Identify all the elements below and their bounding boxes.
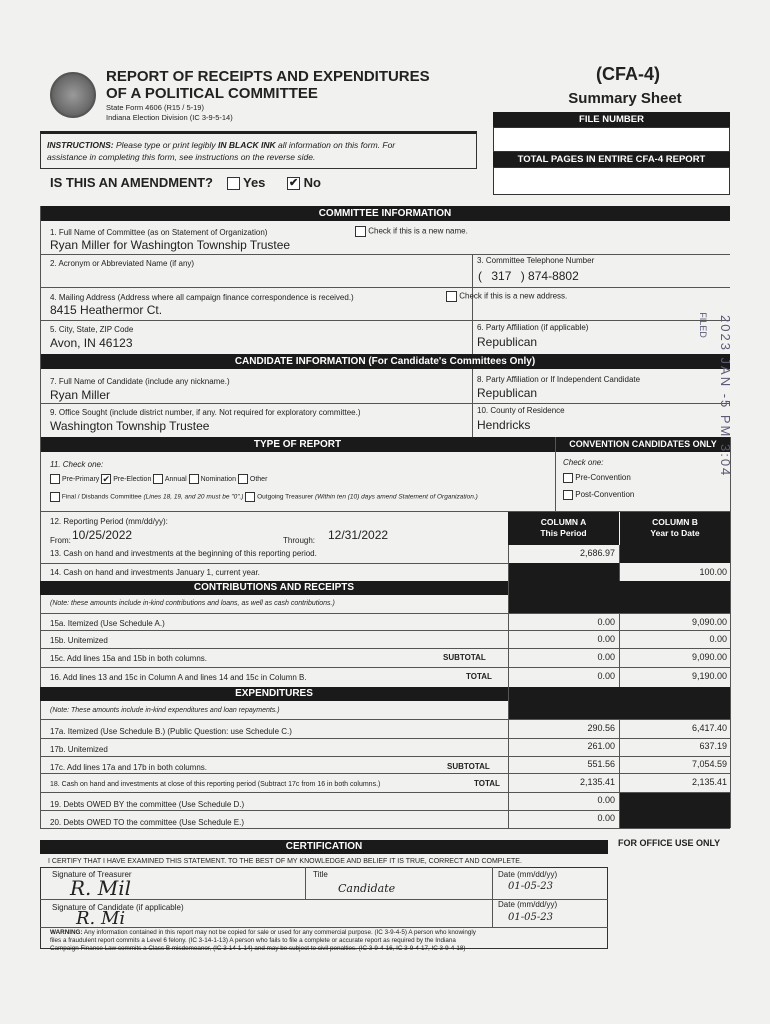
committee-name-value: Ryan Miller for Washington Township Trustee [50, 238, 291, 252]
annual-checkbox[interactable] [153, 474, 163, 484]
type-of-report-header: TYPE OF REPORT [40, 437, 555, 452]
line-15c-col-b: 9,090.00 [691, 652, 727, 662]
line-17c-col-b: 7,054.59 [691, 759, 727, 769]
expenditures-note: (Note: These amounts include in-kind expenditures and loan repayments.) [50, 707, 280, 714]
pre-convention-label: Pre-Convention [575, 473, 631, 483]
line-14-label: 14. Cash on hand and investments January 1, current year. [50, 568, 260, 577]
division-label: Indiana Election Division (IC 3-9-5-14) [106, 113, 233, 122]
title-label: Title [313, 870, 328, 879]
phone-label: 3. Committee Telephone Number [477, 256, 595, 265]
line-17c-col-a: 551.56 [587, 759, 615, 769]
certification-header: CERTIFICATION [40, 840, 608, 854]
office-value: Washington Township Trustee [50, 419, 210, 433]
convention-check-one: Check one: [563, 458, 604, 467]
line-14-col-b: 100.00 [699, 567, 727, 577]
address-value: 8415 Heathermor Ct. [50, 303, 163, 317]
candidate-signature: R. Mi [76, 908, 126, 929]
treasurer-signature: R. Mil [70, 876, 132, 900]
contributions-note: (Note: these amounts include in-kind contributions and loans, as well as cash contributions.) [50, 600, 335, 607]
warning-text: WARNING: Any information contained in this report may not be copied for sale or used for any commercial purpose. (IC 3-9-4-5) A person who knowingly files a fraudulent report commits a Level 6 felony. (IC 3-14-1-13) A person who fails to file a complete or accurate report as required by the Indiana Campaign Finance Law commits a Class B misdemeanor, (IC 3-14-1-14) and may be subject to civil penalties. (IC 3-9-4-16, IC 3-9-4-17, IC 3-9-4-18) [50, 929, 476, 952]
candidate-party-label: 8. Party Affiliation or If Independent Candidate [477, 375, 641, 384]
instructions: INSTRUCTIONS: Please type or print legibly IN BLACK INK all information on this form. For assistance in completing this form, see instructions on the reverse side. [40, 131, 477, 169]
line-18-col-a: 2,135.41 [579, 777, 615, 787]
line-19-label: 19. Debts OWED BY the committee (Use Schedule D.) [50, 800, 245, 809]
candidate-section-header: CANDIDATE INFORMATION (For Candidate's Committees Only) [40, 354, 730, 369]
from-value: 10/25/2022 [72, 528, 133, 542]
amendment-no-checkbox[interactable]: ✔ [288, 177, 299, 190]
subtotal-label: SUBTOTAL [443, 653, 486, 662]
other-checkbox[interactable] [238, 474, 248, 484]
county-label: 10. County of Residence [477, 406, 565, 415]
sheet-name: Summary Sheet [568, 90, 682, 107]
line-17a-col-a: 290.56 [587, 723, 615, 733]
post-convention-label: Post-Convention [575, 490, 635, 500]
outgoing-treasurer-checkbox[interactable] [245, 492, 255, 502]
form-code: (CFA-4) [596, 64, 660, 84]
through-value: 12/31/2022 [328, 528, 389, 542]
expenditures-header: EXPENDITURES [40, 687, 508, 701]
through-label: Through: [283, 536, 316, 545]
filed-stamp-label: FILED [697, 312, 708, 338]
line-18-label: 18. Cash on hand and investments at close of this reporting period (Subtract 17c from 16 in both columns.) [50, 781, 381, 788]
file-number-field[interactable] [493, 127, 730, 152]
line-15a-col-a: 0.00 [597, 617, 615, 627]
treasurer-signature-label: Signature of Treasurer [52, 870, 132, 879]
file-number-label: FILE NUMBER [493, 112, 730, 127]
new-name-checkbox[interactable] [355, 226, 366, 237]
new-address-checkbox[interactable] [446, 291, 457, 302]
column-b-header: COLUMN B Year to Date [620, 512, 730, 545]
line-18-col-b: 2,135.41 [691, 777, 727, 787]
line-15a-label: 15a. Itemized (Use Schedule A.) [50, 619, 165, 628]
date-label-1: Date (mm/dd/yy) [498, 870, 558, 879]
committee-section-header: COMMITTEE INFORMATION [40, 206, 730, 221]
line-16-col-b: 9,190.00 [691, 671, 727, 681]
from-label: From: [50, 536, 71, 545]
line-20-col-a: 0.00 [597, 813, 615, 823]
pre-primary-checkbox[interactable] [50, 474, 60, 484]
line-17b-col-b: 637.19 [699, 741, 727, 751]
pre-convention-checkbox[interactable] [563, 473, 573, 483]
check-one-label: 11. Check one: [50, 460, 104, 469]
line-17b-label: 17b. Unitemized [50, 745, 108, 754]
contributions-header: CONTRIBUTIONS AND RECEIPTS [40, 581, 508, 595]
address-label: 4. Mailing Address (Address where all campaign finance correspondence is received.) [50, 293, 354, 302]
acronym-label: 2. Acronym or Abbreviated Name (if any) [50, 259, 195, 268]
total-pages-field[interactable] [493, 167, 730, 195]
nomination-checkbox[interactable] [189, 474, 199, 484]
line-15a-col-b: 9,090.00 [691, 617, 727, 627]
office-label: 9. Office Sought (include district number, if any. Not required for exploratory committee.) [50, 408, 361, 417]
total-label-2: TOTAL [474, 779, 500, 788]
candidate-party-value: Republican [477, 386, 538, 400]
period-label: 12. Reporting Period (mm/dd/yy): [50, 517, 168, 526]
date-value-2: 01-05-23 [508, 912, 553, 923]
new-address-label: Check if this is a new address. [459, 291, 568, 301]
state-seal-logo [50, 72, 96, 118]
post-convention-checkbox[interactable] [563, 490, 573, 500]
amendment-yes-checkbox[interactable] [227, 177, 240, 190]
line-15c-label: 15c. Add lines 15a and 15b in both columns. [50, 654, 207, 663]
line-17a-label: 17a. Itemized (Use Schedule B.) (Public Question: use Schedule C.) [50, 727, 292, 736]
line-16-label: 16. Add lines 13 and 15c in Column A and lines 14 and 15c in Column B. [50, 673, 307, 682]
line-13-col-a: 2,686.97 [579, 548, 615, 558]
line-15b-label: 15b. Unitemized [50, 636, 108, 645]
party-value: Republican [477, 335, 538, 349]
line-16-col-a: 0.00 [597, 671, 615, 681]
form-title: REPORT OF RECEIPTS AND EXPENDITURES OF A POLITICAL COMMITTEE [106, 68, 430, 102]
new-name-label: Check if this is a new name. [368, 226, 468, 236]
line-20-label: 20. Debts OWED TO the committee (Use Schedule E.) [50, 818, 244, 827]
candidate-name-label: 7. Full Name of Candidate (include any nickname.) [50, 377, 230, 386]
county-value: Hendricks [477, 418, 531, 432]
line-15c-col-a: 0.00 [597, 652, 615, 662]
line-17a-col-b: 6,417.40 [691, 723, 727, 733]
column-a-header: COLUMN A This Period [508, 512, 619, 545]
office-use-label: FOR OFFICE USE ONLY [618, 838, 721, 848]
total-label: TOTAL [466, 672, 492, 681]
city-label: 5. City, State, ZIP Code [50, 325, 134, 334]
convention-header: CONVENTION CANDIDATES ONLY [556, 437, 730, 452]
report-type-options: Pre-Primary ✔ Pre-Election Annual Nomination Other [50, 474, 267, 484]
candidate-name-value: Ryan Miller [50, 388, 111, 402]
filed-stamp: 2023 JAN -5 PM 3:04 [718, 315, 733, 478]
city-value: Avon, IN 46123 [50, 336, 133, 350]
pre-election-checkbox[interactable]: ✔ [102, 474, 111, 484]
amendment-question: IS THIS AN AMENDMENT? Yes ✔ No [50, 175, 322, 190]
total-pages-label: TOTAL PAGES IN ENTIRE CFA-4 REPORT [493, 152, 730, 167]
line-13-label: 13. Cash on hand and investments at the beginning of this reporting period. [50, 549, 317, 558]
line-19-col-a: 0.00 [597, 795, 615, 805]
date-label-2: Date (mm/dd/yy) [498, 900, 558, 909]
line-17c-label: 17c. Add lines 17a and 17b in both columns. [50, 763, 207, 772]
final-disbands-checkbox[interactable] [50, 492, 60, 502]
certification-statement: I CERTIFY THAT I HAVE EXAMINED THIS STATEMENT. TO THE BEST OF MY KNOWLEDGE AND BELIEF IT IS TRUE, CORRECT AND COMPLETE. [48, 858, 522, 865]
candidate-signature-label: Signature of Candidate (if applicable) [52, 903, 184, 912]
date-value-1: 01-05-23 [508, 881, 553, 892]
line-17b-col-a: 261.00 [587, 741, 615, 751]
committee-name-label: 1. Full Name of Committee (as on Statement of Organization) [50, 228, 268, 237]
phone-value: ( 317 ) 874-8802 [478, 269, 579, 283]
line-15b-col-a: 0.00 [597, 634, 615, 644]
final-options: Final / Disbands Committee (Lines 18, 19, and 20 must be "0".) Outgoing Treasurer (Within ten (10) days amend Statement of Organization.) [50, 492, 478, 502]
line-15b-col-b: 0.00 [709, 634, 727, 644]
title-value: Candidate [338, 882, 396, 895]
state-form-number: State Form 4606 (R15 / 5-19) [106, 103, 204, 112]
subtotal-label-2: SUBTOTAL [447, 762, 490, 771]
party-label: 6. Party Affiliation (if applicable) [477, 323, 589, 332]
